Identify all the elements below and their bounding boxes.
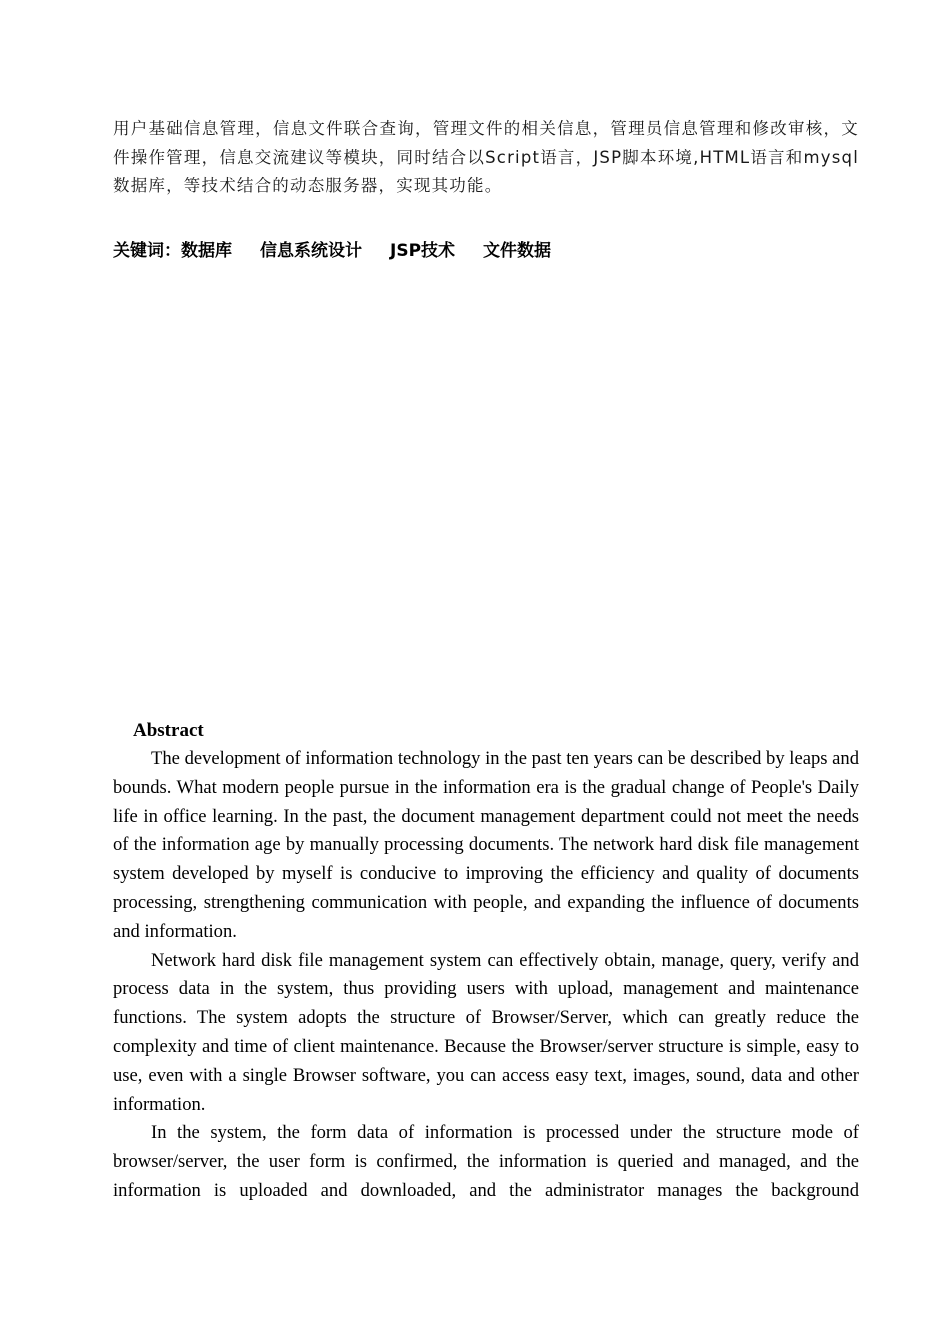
abstract-paragraph: The development of information technology in the past ten years can be described by leaps and bounds. What modern people pursue in the information era is the gradual change of People's Daily life in office learning. In the past, the document management department could not meet the needs of the information age by manually processing documents. The network hard disk file management system developed by myself is conducive to improving the efficiency and quality of documents processing, strengthening communication with people, and expanding the influence of documents and information. bbox=[113, 748, 859, 942]
keyword-item: 文件数据 bbox=[483, 241, 552, 261]
abstract-body bbox=[113, 745, 859, 1206]
keyword-item: 数据库 bbox=[181, 241, 232, 261]
keyword-item: 信息系统设计 bbox=[260, 241, 362, 261]
keyword-item: JSP技术 bbox=[390, 241, 456, 261]
abstract-paragraph: In the system, the form data of information is processed under the structure mode of browser/server, the user form is confirmed, the information is queried and managed, and the information is uploaded and downloaded, and the administrator manages the background bbox=[113, 1122, 859, 1201]
chinese-abstract-continuation: 用户基础信息管理，信息文件联合查询，管理文件的相关信息，管理员信息管理和修改审核，文件操作管理，信息交流建议等模块，同时结合以Script语言，JSP脚本环境,HTML语言和mysql数据库，等技术结合的动态服务器，实现其功能。 bbox=[113, 119, 859, 195]
keywords-line bbox=[113, 237, 579, 265]
keywords-label: 关键词： bbox=[113, 241, 181, 261]
abstract-paragraph: Network hard disk file management system can effectively obtain, manage, query, verify and process data in the system, thus providing users with upload, management and maintenance functions. The system adopts the structure of Browser/Server, which can greatly reduce the complexity and time of client maintenance. Because the Browser/server structure is simple, easy to use, even with a single Browser software, you can access easy text, images, sound, data and other information. bbox=[113, 949, 859, 1115]
abstract-heading: Abstract bbox=[133, 720, 204, 741]
